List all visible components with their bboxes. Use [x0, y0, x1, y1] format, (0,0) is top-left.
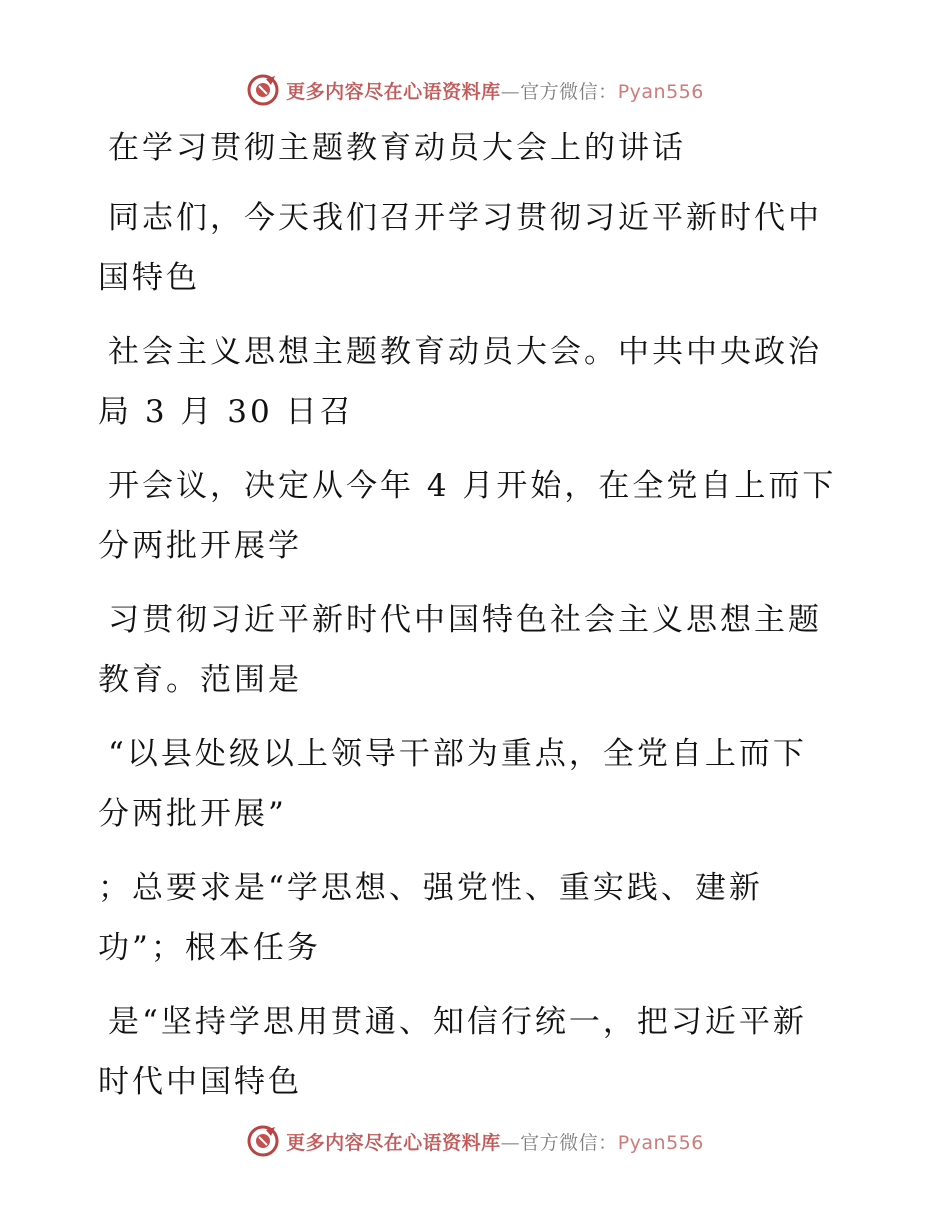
paragraph-line: 功”；根本任务	[98, 930, 321, 966]
paragraph	[98, 456, 838, 576]
paragraph	[98, 858, 838, 978]
paragraph-line: ；总要求是“学思想、强党性、重实践、建新	[98, 870, 763, 906]
paragraph-line: 教育。范围是	[98, 662, 302, 698]
paragraph	[98, 992, 838, 1112]
document-title: 在学习贯彻主题教育动员大会上的讲话	[108, 130, 686, 166]
paragraph-line: 社会主义思想主题教育动员大会。中共中央政治	[108, 334, 822, 370]
watermark-text	[286, 77, 704, 104]
watermark-site: 更多内容尽在心语资料库	[286, 80, 501, 103]
watermark-text	[286, 1128, 704, 1155]
paragraph-line: 分两批开展”	[98, 796, 287, 832]
paragraph-line: 开会议，决定从今年 4 月开始，在全党自上而下	[108, 468, 837, 504]
paragraph-line: 时代中国特色	[98, 1064, 302, 1100]
paragraph	[98, 188, 838, 308]
paragraph-line: 国特色	[98, 260, 200, 296]
footer-watermark	[0, 1121, 950, 1161]
paragraph	[98, 322, 838, 442]
paragraph-line: 分两批开展学	[98, 528, 302, 564]
paragraph	[98, 724, 838, 844]
paragraph-line: 局 3 月 30 日召	[98, 394, 354, 430]
document-body	[98, 122, 838, 1126]
watermark-separator: —	[500, 80, 521, 103]
watermark-site: 更多内容尽在心语资料库	[286, 1131, 501, 1154]
paragraph-line: “以县处级以上领导干部为重点，全党自上而下	[108, 736, 807, 772]
watermark-account: Pyan556	[617, 1131, 704, 1154]
paragraph-line: 同志们，今天我们召开学习贯彻习近平新时代中	[108, 200, 822, 236]
watermark-label: 官方微信：	[520, 80, 618, 103]
watermark-label: 官方微信：	[520, 1131, 618, 1154]
paragraph	[98, 590, 838, 710]
watermark-separator: —	[500, 1131, 521, 1154]
paragraph-line: 习贯彻习近平新时代中国特色社会主义思想主题	[108, 602, 822, 638]
header-watermark	[0, 70, 950, 110]
paragraph-line: 是“坚持学思用贯通、知信行统一，把习近平新	[108, 1004, 807, 1040]
watermark-account: Pyan556	[617, 80, 704, 103]
logo-icon	[246, 73, 280, 107]
logo-icon	[246, 1124, 280, 1158]
